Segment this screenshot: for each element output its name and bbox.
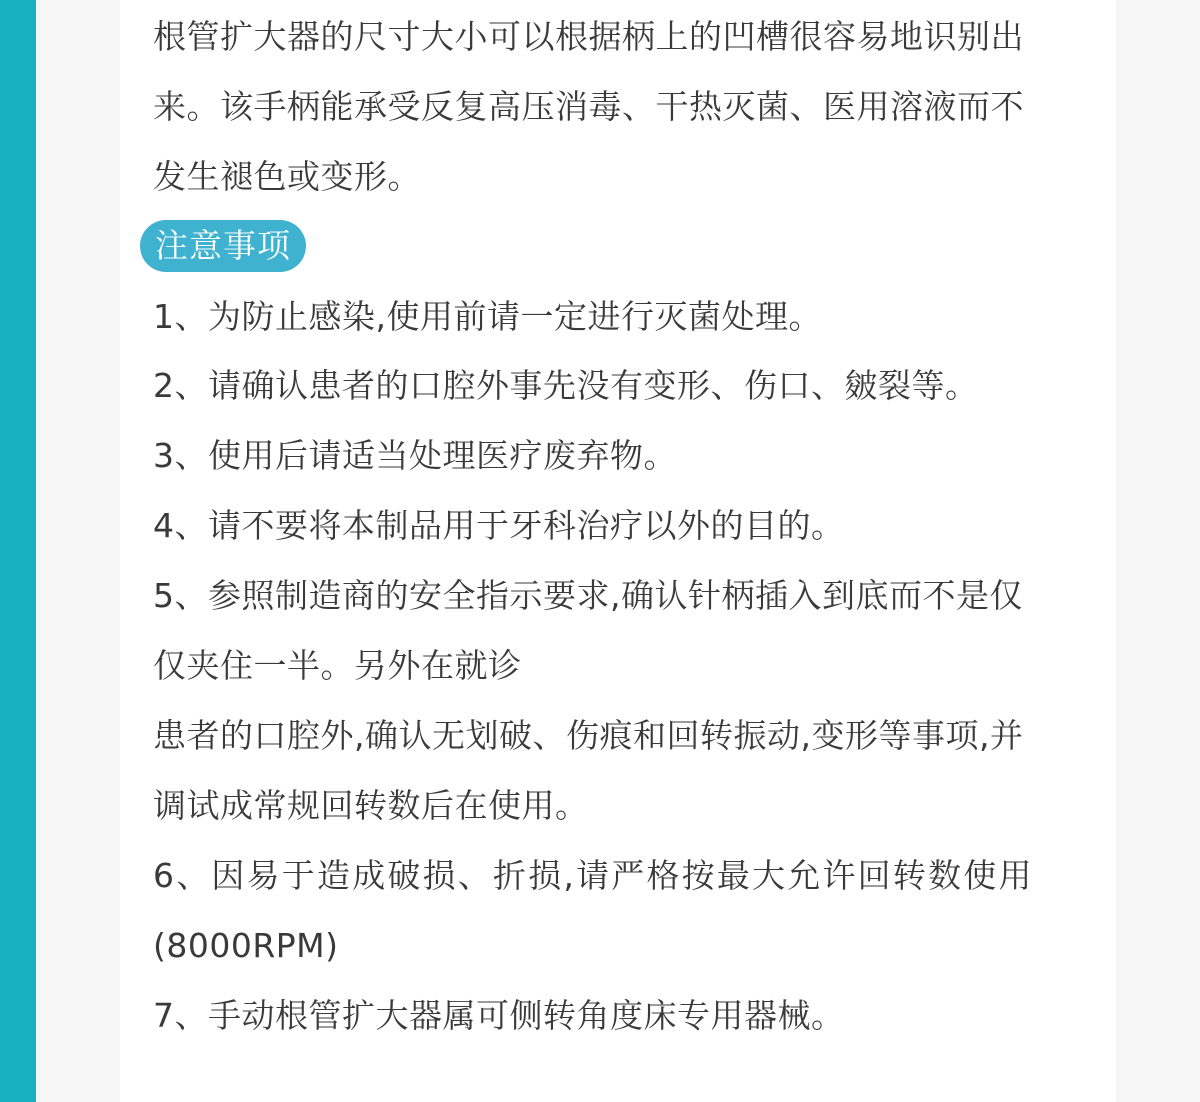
- note-item-5-line-4: 调试成常规回转数后在使用。: [153, 786, 589, 825]
- note-item-5-line-1: 5、参照制造商的安全指示要求,确认针柄插入到底而不是仅: [153, 576, 1023, 615]
- note-item-5-line-3: 患者的口腔外,确认无划破、伤痕和回转振动,变形等事项,并: [153, 716, 1024, 755]
- intro-line-3: 发生褪色或变形。: [153, 157, 421, 196]
- note-item-2: 2、请确认患者的口腔外事先没有变形、伤口、皴裂等。: [153, 366, 979, 405]
- note-item-6-line-2: (8000RPM): [153, 926, 339, 965]
- note-item-6-line-1: 6、因易于造成破损、折损,请严格按最大允许回转数使用: [153, 856, 1034, 895]
- note-item-1: 1、为防止感染,使用前请一定进行灭菌处理。: [153, 297, 822, 336]
- note-item-7: 7、手动根管扩大器属可侧转角度床专用器械。: [153, 996, 845, 1035]
- intro-line-2: 来。该手柄能承受反复高压消毒、干热灭菌、医用溶液而不: [153, 87, 1024, 126]
- intro-line-1: 根管扩大器的尺寸大小可以根据柄上的凹槽很容易地识别出: [153, 17, 1024, 56]
- section-title-badge: 注意事项: [140, 220, 306, 272]
- note-item-5-line-2: 仅夹住一半。另外在就诊: [153, 646, 522, 685]
- left-accent-bar: [0, 0, 36, 1102]
- note-item-3: 3、使用后请适当处理医疗废弃物。: [153, 436, 677, 475]
- note-item-4: 4、请不要将本制品用于牙科治疗以外的目的。: [153, 506, 845, 545]
